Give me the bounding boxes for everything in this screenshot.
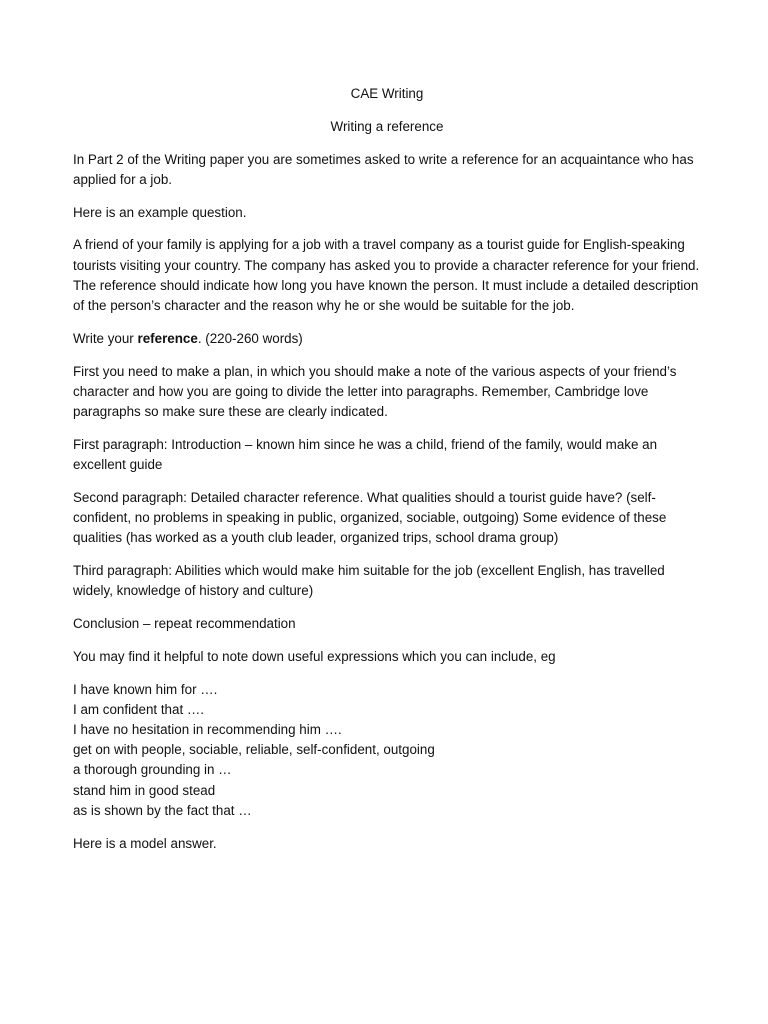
expression-line: get on with people, sociable, reliable, self-confident, outgoing	[73, 742, 435, 758]
first-paragraph-plan: First paragraph: Introduction – known him since he was a child, friend of the family, would make an excellent guide	[73, 436, 658, 472]
expressions-list	[73, 680, 701, 821]
expression-line: I have known him for ….	[73, 681, 218, 697]
expression-line: stand him in good stead	[73, 782, 216, 798]
task-prefix: Write your	[73, 330, 138, 346]
second-paragraph-plan: Second paragraph: Detailed character reference. What qualities should a tourist guide have? (self-confident, no problems in speaking in public, organized, sociable, outgoing) Some evidence of these qualities (has worked as a youth club leader, organized trips, school drama group)	[73, 489, 667, 546]
model-answer-intro: Here is a model answer.	[73, 835, 217, 851]
task-suffix: . (220-260 words)	[197, 330, 303, 346]
conclusion-plan: Conclusion – repeat recommendation	[73, 616, 296, 631]
plan-paragraph: First you need to make a plan, in which you should make a note of the various aspects of your friend’s character and how you are going to divide the letter into paragraphs. Remember, Cambridge love paragraphs so make sure these are clearly indicated.	[73, 363, 677, 419]
document-title: CAE Writing	[350, 86, 424, 101]
task-bold-word: reference	[137, 330, 198, 346]
expression-line: a thorough grounding in …	[73, 762, 232, 778]
task-instruction	[73, 329, 701, 349]
third-paragraph-plan: Third paragraph: Abilities which would make him suitable for the job (excellent English, has travelled widely, knowledge of history and culture)	[73, 563, 665, 599]
document-subtitle: Writing a reference	[330, 118, 444, 134]
document-page	[73, 84, 701, 866]
expression-line: as is shown by the fact that …	[73, 802, 252, 818]
expressions-intro: You may find it helpful to note down useful expressions which you can include, eg	[73, 648, 556, 664]
expression-line: I am confident that ….	[73, 701, 204, 717]
expression-line: I have no hesitation in recommending him ….	[73, 722, 342, 737]
intro-paragraph: In Part 2 of the Writing paper you are sometimes asked to write a reference for an acquaintance who has applied for a job.	[73, 151, 694, 187]
question-paragraph: A friend of your family is applying for a job with a travel company as a tourist guide for English-speaking tourists visiting your country. The company has asked you to provide a character reference for your friend. The reference should indicate how long you have known the person. It must include a detailed description of the person’s character and the reason why he or she would be suitable for the job.	[73, 237, 700, 313]
example-intro: Here is an example question.	[73, 204, 247, 220]
